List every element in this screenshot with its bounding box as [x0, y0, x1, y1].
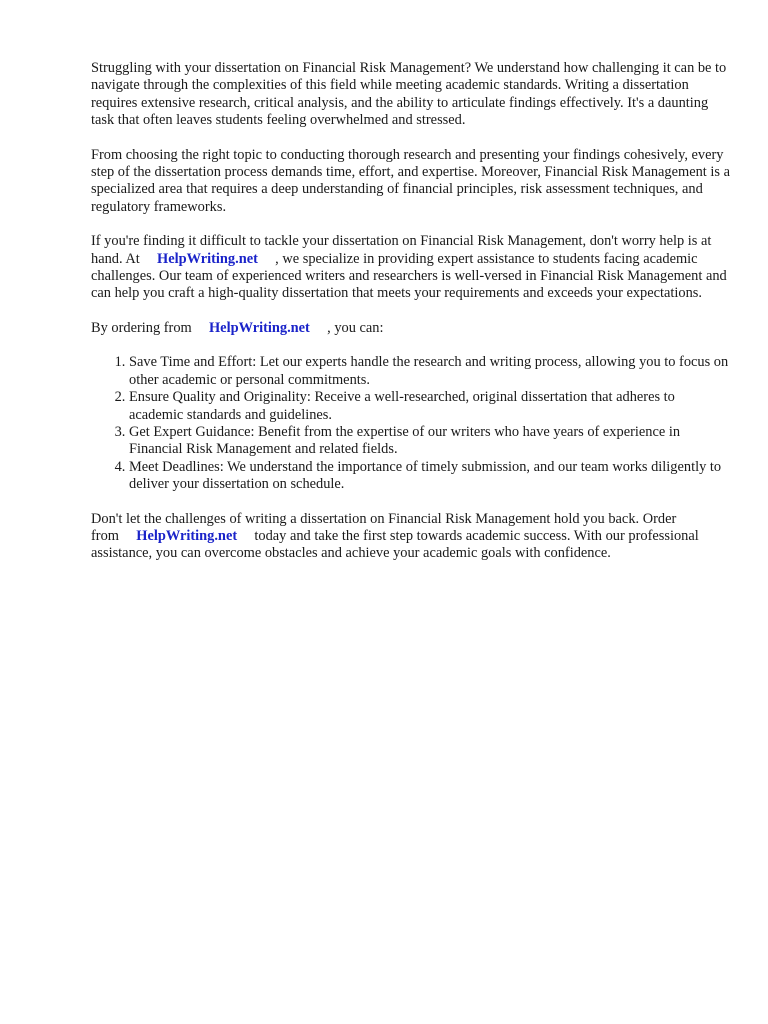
help-paragraph: [91, 233, 731, 303]
list-item: 3. Get Expert Guidance: Benefit from the expertise of our writers who have years of experience in Financial Risk Management and related fields.: [129, 424, 731, 459]
helpwriting-link-1[interactable]: HelpWriting.net: [157, 250, 258, 267]
intro-paragraph: Struggling with your dissertation on Financial Risk Management? We understand how challenging it can be to navigate through the complexities of this field while meeting academic standards. Writing a dissertation requires extensive research, critical analysis, and the ability to articulate findings effectively. It's a daunting task that often leaves students feeling overwhelmed and stressed.: [91, 60, 727, 129]
list-item: 2. Ensure Quality and Originality: Receive a well-researched, original dissertation that adheres to academic standards and guidelines.: [129, 389, 731, 424]
closing-paragraph: [91, 511, 731, 563]
challenges-paragraph: From choosing the right topic to conducting thorough research and presenting your findings cohesively, every step of the dissertation process demands time, effort, and expertise. Moreover, Financial Risk Management is a specialized area that requires a deep understanding of financial principles, risk assessment techniques, and regulatory frameworks.: [91, 146, 730, 215]
ordering-text-after: , you can:: [327, 319, 384, 336]
closing-text-before: Don't let the challenges of writing a dissertation on Financial Risk Management hold you back. Order from: [91, 510, 677, 544]
closing-text-after: today and take the first step towards academic success. With our professional assistance, you can overcome obstacles and achieve your academic goals with confidence.: [91, 527, 699, 562]
list-item: 4. Meet Deadlines: We understand the importance of timely submission, and our team works diligently to deliver your dissertation on schedule.: [129, 459, 731, 494]
ordering-paragraph: [91, 320, 731, 337]
document-page: [91, 60, 731, 580]
ordering-text-before: By ordering from: [91, 319, 192, 336]
benefits-list: [91, 354, 731, 493]
helpwriting-link-3[interactable]: HelpWriting.net: [136, 527, 238, 544]
helpwriting-link-2[interactable]: HelpWriting.net: [208, 319, 310, 336]
help-text-after: , we specialize in providing expert assistance to students facing academic challenges. Our team of experienced writers and researchers is well-versed in Financial Risk Management and can help you craft a high-quality dissertation that meets your requirements and exceeds your expectations.: [91, 250, 727, 302]
list-item: 1. Save Time and Effort: Let our experts handle the research and writing process, allowing you to focus on other academic or personal commitments.: [129, 354, 731, 389]
help-text-before: If you're finding it difficult to tackle your dissertation on Financial Risk Management, don't worry help is at hand. At: [91, 233, 712, 267]
